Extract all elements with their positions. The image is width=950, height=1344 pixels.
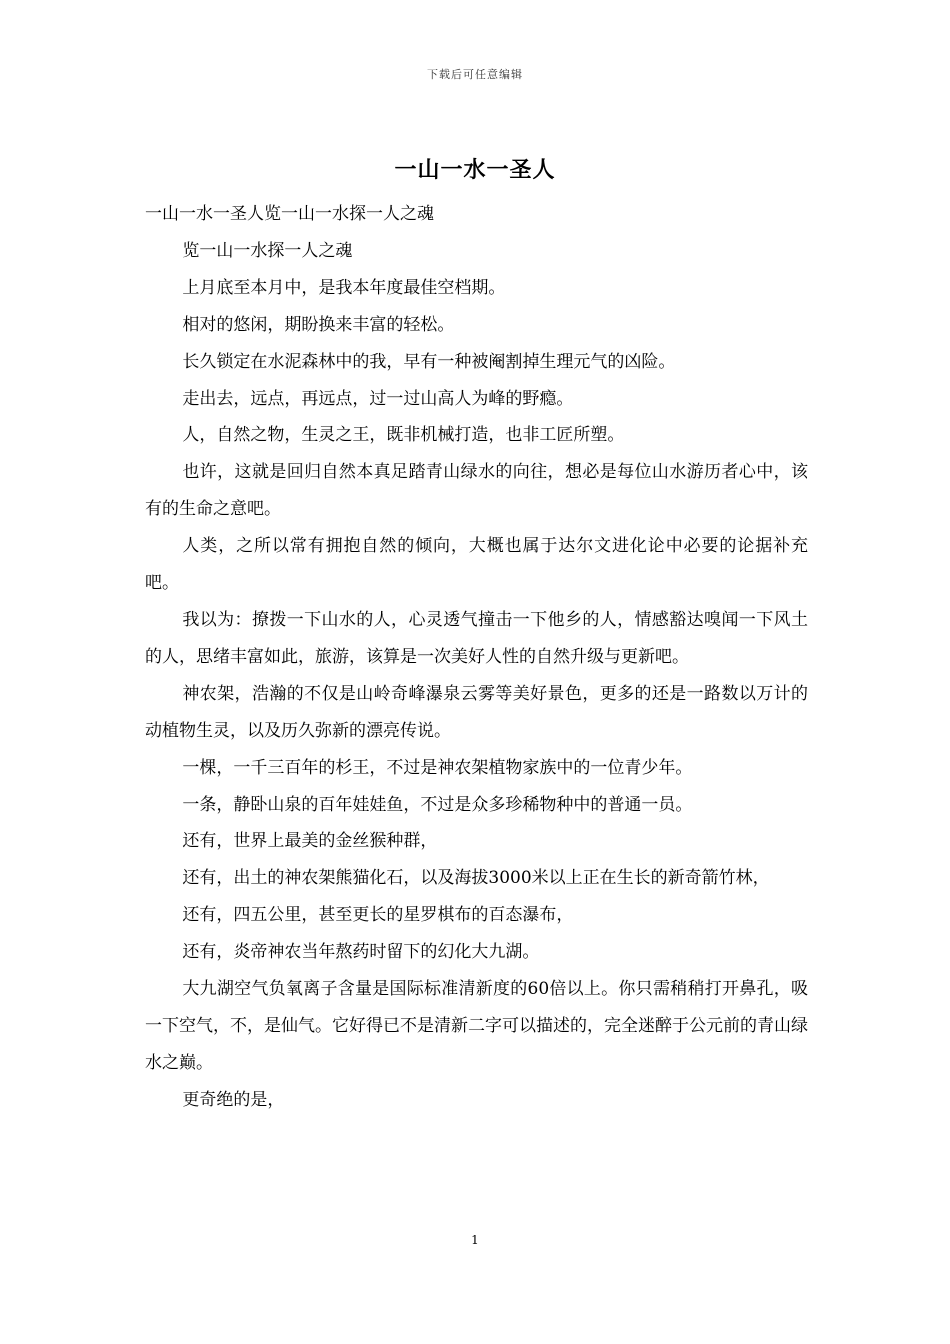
paragraph: 我以为：撩拨一下山水的人，心灵透气撞击一下他乡的人，情感豁达嗅闻一下风土的人，思绪丰富如此，旅游，该算是一次美好人性的自然升级与更新吧。 xyxy=(145,609,808,667)
paragraph: 一棵，一千三百年的杉王，不过是神农架植物家族中的一位青少年。 xyxy=(182,757,693,778)
paragraph: 相对的悠闲，期盼换来丰富的轻松。 xyxy=(182,314,455,335)
paragraph: 一条，静卧山泉的百年娃娃鱼，不过是众多珍稀物种中的普通一员。 xyxy=(182,794,693,815)
paragraph: 人类，之所以常有拥抱自然的倾向，大概也属于达尔文进化论中必要的论据补充吧。 xyxy=(145,536,808,594)
paragraph: 一山一水一圣人览一山一水探一人之魂 xyxy=(145,204,434,224)
paragraph: 还有，出土的神农架熊猫化石，以及海拔3000米以上正在生长的新奇箭竹林， xyxy=(182,868,770,889)
paragraph: 长久锁定在水泥森林中的我，早有一种被阉割掉生理元气的凶险。 xyxy=(182,351,676,372)
paragraph: 神农架，浩瀚的不仅是山岭奇峰瀑泉云雾等美好景色，更多的还是一路数以万计的动植物生灵，以及历久弥新的漂亮传说。 xyxy=(145,683,808,741)
paragraph: 也许，这就是回归自然本真足踏青山绿水的向往，想必是每位山水游历者心中，该有的生命之意吧。 xyxy=(145,462,808,520)
page-header-note: 下载后可任意编辑 xyxy=(427,68,523,81)
paragraph: 览一山一水探一人之魂 xyxy=(182,240,353,261)
paragraph: 走出去，远点，再远点，过一过山高人为峰的野瘾。 xyxy=(182,388,574,409)
paragraph: 大九湖空气负氧离子含量是国际标准清新度的60倍以上。你只需稍稍打开鼻孔，吸一下空气，不，是仙气。它好得已不是清新二字可以描述的，完全迷醉于公元前的青山绿水之巅。 xyxy=(145,979,808,1073)
document-title: 一山一水一圣人 xyxy=(394,157,556,183)
paragraph: 更奇绝的是， xyxy=(182,1089,285,1110)
paragraph: 上月底至本月中，是我本年度最佳空档期。 xyxy=(182,277,506,298)
document-body xyxy=(145,196,808,1119)
paragraph: 人，自然之物，生灵之王，既非机械打造，也非工匠所塑。 xyxy=(182,425,625,446)
page-number: 1 xyxy=(471,1233,479,1247)
paragraph: 还有，四五公里，甚至更长的星罗棋布的百态瀑布， xyxy=(182,905,574,926)
paragraph: 还有，世界上最美的金丝猴种群， xyxy=(182,831,438,852)
paragraph: 还有，炎帝神农当年熬药时留下的幻化大九湖。 xyxy=(182,942,540,963)
